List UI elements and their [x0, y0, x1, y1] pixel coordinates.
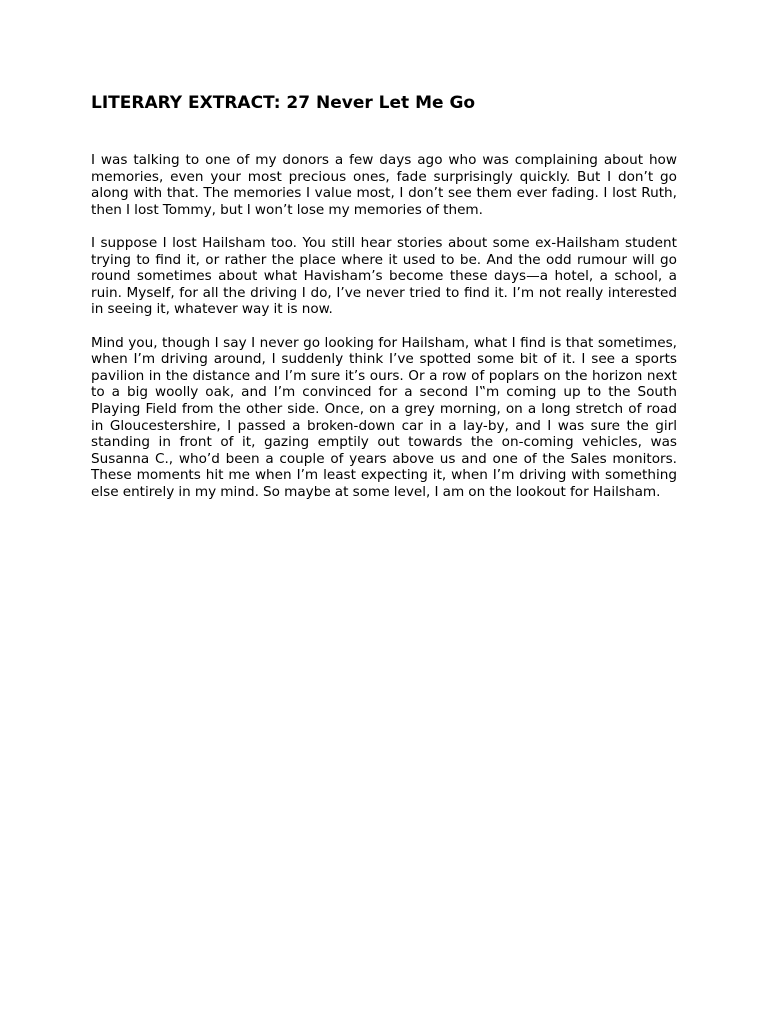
document-title: LITERARY EXTRACT: 27 Never Let Me Go: [91, 93, 476, 113]
paragraph-2: I suppose I lost Hailsham too. You still hear stories about some ex-Hailsham student trying to find it, or rather the place where it used to be. And the odd rumour will go round sometimes about what Havisham’s become these days—a hotel, a school, a ruin. Myself, for all the driving I do, I’ve never tried to find it. I’m not really interested in seeing it, whatever way it is now.: [91, 234, 677, 318]
paragraph-1: I was talking to one of my donors a few days ago who was complaining about how memories, even your most precious ones, fade surprisingly quickly. But I don’t go along with that. The memories I value most, I don’t see them ever fading. I lost Ruth, then I lost Tommy, but I won’t lose my memories of them.: [91, 152, 677, 218]
document-page: [91, 92, 677, 517]
paragraph-3: Mind you, though I say I never go looking for Hailsham, what I find is that sometimes, when I’m driving around, I suddenly think I’ve spotted some bit of it. I see a sports pavilion in the distance and I’m sure it’s ours. Or a row of poplars on the horizon next to a big woolly oak, and I’m convinced for a second I‟m coming up to the South Playing Field from the other side. Once, on a grey morning, on a long stretch of road in Gloucestershire, I passed a broken-down car in a lay-by, and I was sure the girl standing in front of it, gazing emptily out towards the on-coming vehicles, was Susanna C., who’d been a couple of years above us and one of the Sales monitors. These moments hit me when I’m least expecting it, when I’m driving with something else entirely in my mind. So maybe at some level, I am on the lookout for Hailsham.: [91, 334, 677, 500]
